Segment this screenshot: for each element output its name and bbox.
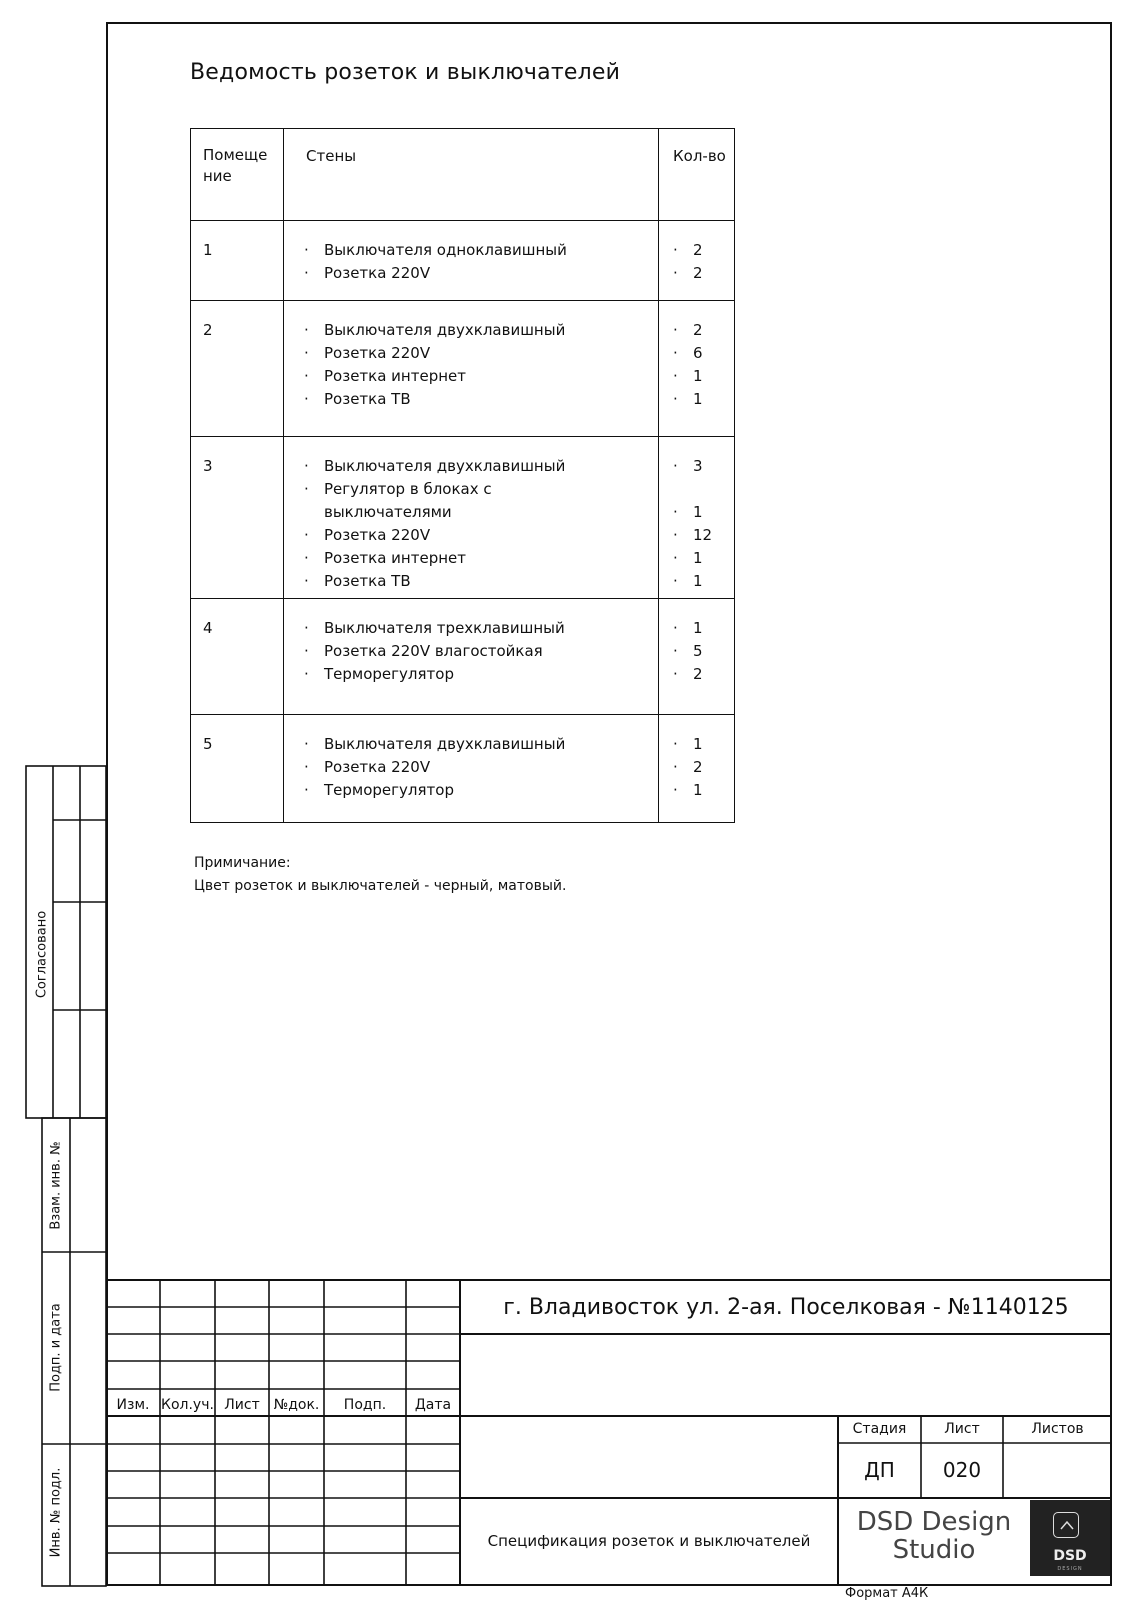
bullet: ·	[304, 390, 309, 408]
count-value: 2	[693, 241, 703, 259]
bullet: ·	[673, 321, 678, 339]
sheets-label: Листов	[1031, 1421, 1084, 1437]
note-title: Примичание:	[194, 855, 291, 871]
item-text: выключателями	[324, 503, 452, 521]
count-value: 2	[693, 665, 703, 683]
count-value: 1	[693, 390, 703, 408]
count-value: 5	[693, 642, 703, 660]
bullet: ·	[673, 526, 678, 544]
format-label: Формат А4К	[845, 1586, 929, 1601]
page-title: Ведомость розеток и выключателей	[190, 60, 621, 85]
item-text: Терморегулятор	[324, 665, 454, 683]
logo-text: DSD	[1053, 1548, 1087, 1564]
address: г. Владивосток ул. 2-ая. Поселковая - №1140125	[503, 1295, 1069, 1320]
bullet: ·	[673, 344, 678, 362]
room-number: 3	[203, 457, 213, 475]
item-text: Терморегулятор	[324, 781, 454, 799]
bullet: ·	[673, 735, 678, 753]
sheet-label: Лист	[944, 1421, 980, 1437]
count-value: 2	[693, 321, 703, 339]
col-kolch: Кол.уч.	[161, 1397, 214, 1413]
stage-value: ДП	[864, 1458, 895, 1482]
bullet: ·	[304, 344, 309, 362]
room-number: 5	[203, 735, 213, 753]
col-izm: Изм.	[116, 1397, 150, 1413]
bullet: ·	[304, 642, 309, 660]
agreed-label: Согласовано	[34, 910, 50, 999]
count-value: 2	[693, 264, 703, 282]
bullet: ·	[304, 549, 309, 567]
bullet: ·	[304, 781, 309, 799]
count-value: 1	[693, 781, 703, 799]
item-text: Розетка интернет	[324, 549, 467, 567]
bullet: ·	[673, 758, 678, 776]
bullet: ·	[673, 572, 678, 590]
bullet: ·	[304, 264, 309, 282]
studio-line2: Studio	[892, 1535, 976, 1565]
item-text: Розетка 220V	[324, 344, 431, 362]
stage-label: Стадия	[852, 1421, 907, 1437]
count-value: 1	[693, 367, 703, 385]
bullet: ·	[304, 758, 309, 776]
col-ndok: №док.	[273, 1397, 320, 1413]
item-text: Розетка ТВ	[324, 572, 411, 590]
col-data: Дата	[414, 1397, 452, 1413]
item-text: Розетка 220V	[324, 264, 431, 282]
count-value: 1	[693, 735, 703, 753]
bullet: ·	[304, 480, 309, 498]
bullet: ·	[304, 241, 309, 259]
count-value: 6	[693, 344, 703, 362]
sheet-value: 020	[942, 1458, 982, 1482]
header-count-label: Кол-во	[673, 147, 726, 165]
item-text: Розетка ТВ	[324, 390, 411, 408]
count-value: 1	[693, 619, 703, 637]
item-text: Розетка 220V	[324, 526, 431, 544]
studio-line1: DSD Design	[856, 1507, 1012, 1537]
bullet: ·	[673, 457, 678, 475]
item-text: Выключателя двухклавишный	[324, 735, 566, 753]
room-number: 2	[203, 321, 213, 339]
count-value: 1	[693, 572, 703, 590]
room-number: 1	[203, 241, 213, 259]
count-value: 12	[693, 526, 713, 544]
doc-name: Спецификация розеток и выключателей	[487, 1532, 811, 1550]
bullet: ·	[673, 781, 678, 799]
bullet: ·	[673, 264, 678, 282]
bullet: ·	[304, 321, 309, 339]
header-room-label: Помеще ние	[203, 146, 268, 185]
bullet: ·	[304, 665, 309, 683]
note-text: Цвет розеток и выключателей - черный, матовый.	[194, 878, 567, 894]
bullet: ·	[304, 457, 309, 475]
bullet: ·	[673, 390, 678, 408]
count-value: 1	[693, 549, 703, 567]
bullet: ·	[304, 735, 309, 753]
item-text: Выключателя трехклавишный	[324, 619, 565, 637]
item-text: Выключателя двухклавишный	[324, 457, 566, 475]
studio-name	[838, 1508, 1030, 1564]
bullet: ·	[673, 549, 678, 567]
bullet: ·	[673, 619, 678, 637]
room-number: 4	[203, 619, 213, 637]
logo-arrow-icon	[1054, 1513, 1080, 1539]
item-text: Регулятор в блоках с	[324, 480, 492, 498]
bullet: ·	[673, 241, 678, 259]
bullet: ·	[673, 665, 678, 683]
count-value: 1	[693, 503, 703, 521]
vzam-label: Взам. инв. №	[48, 1141, 64, 1230]
item-text: Выключателя одноклавишный	[324, 241, 567, 259]
bullet: ·	[304, 619, 309, 637]
podp-label: Подп. и дата	[48, 1303, 64, 1392]
header-walls-label: Стены	[306, 147, 357, 165]
logo-sub: DESIGN	[1057, 1566, 1083, 1572]
item-text: Выключателя двухклавишный	[324, 321, 566, 339]
bullet: ·	[673, 503, 678, 521]
item-text: Розетка интернет	[324, 367, 467, 385]
col-podp: Подп.	[343, 1397, 387, 1413]
logo-icon	[1053, 1512, 1079, 1538]
item-text: Розетка 220V влагостойкая	[324, 642, 543, 660]
bullet: ·	[304, 526, 309, 544]
count-value: 2	[693, 758, 703, 776]
inv-label: Инв. № подл.	[48, 1467, 64, 1558]
item-text: Розетка 220V	[324, 758, 431, 776]
bullet: ·	[673, 367, 678, 385]
bullet: ·	[673, 642, 678, 660]
bullet: ·	[304, 367, 309, 385]
bullet: ·	[304, 572, 309, 590]
count-value: 3	[693, 457, 703, 475]
col-list: Лист	[224, 1397, 260, 1413]
